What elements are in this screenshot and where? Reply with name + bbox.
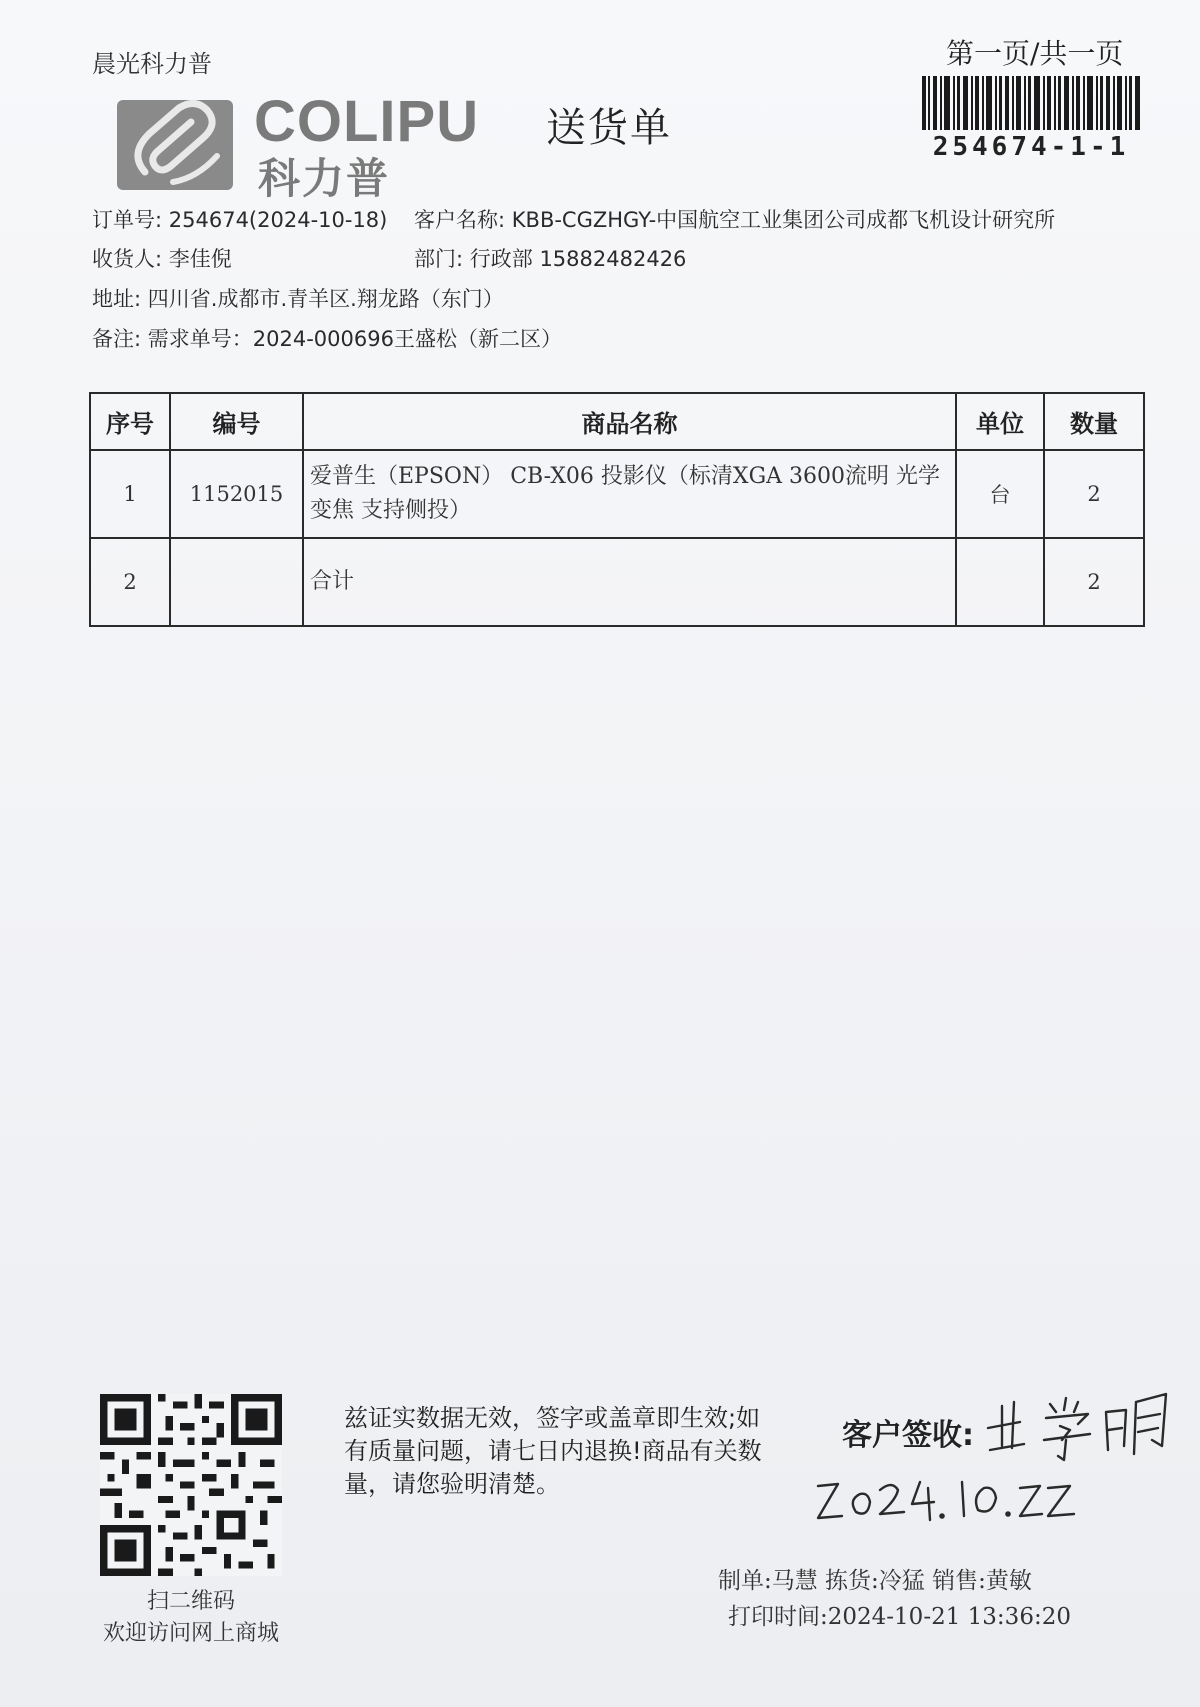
table-row bbox=[90, 450, 1144, 538]
colipu-logo-icon bbox=[115, 94, 235, 194]
qr-caption-scan: 扫二维码 bbox=[146, 1589, 235, 1614]
print-time: 打印时间:2024-10-21 13:36:20 bbox=[728, 1604, 1071, 1630]
items-table bbox=[89, 392, 1145, 627]
order-label: 订单号: bbox=[92, 208, 163, 232]
order-value: 254674(2024-10-18) bbox=[168, 208, 388, 232]
page-indicator: 第一页/共一页 bbox=[946, 37, 1124, 70]
header-unit: 单位 bbox=[956, 393, 1044, 450]
department-value: 行政部 15882482426 bbox=[469, 247, 687, 271]
customer-value: KBB-CGZHGY-中国航空工业集团公司成都飞机设计研究所 bbox=[511, 208, 1056, 232]
cell-unit: 台 bbox=[956, 450, 1044, 538]
brand-name-cn: 科力普 bbox=[258, 154, 391, 203]
address-row bbox=[92, 283, 504, 313]
cell-quantity: 2 bbox=[1044, 450, 1144, 538]
handwritten-date bbox=[812, 1468, 1092, 1528]
handwritten-signature bbox=[980, 1384, 1190, 1464]
remark-label: 备注: bbox=[92, 327, 142, 351]
cell-seq: 2 bbox=[90, 538, 170, 626]
barcode bbox=[922, 76, 1140, 130]
remark-value: 需求单号：2024-000696王盛松（新二区） bbox=[147, 327, 562, 351]
department-label: 部门: bbox=[414, 247, 464, 271]
order-number-row bbox=[92, 204, 387, 234]
table-header-row bbox=[90, 393, 1144, 450]
header-seq: 序号 bbox=[90, 393, 170, 450]
cell-code: 1152015 bbox=[170, 450, 303, 538]
header-product-name: 商品名称 bbox=[303, 393, 956, 450]
barcode-number: 254674-1-1 bbox=[932, 132, 1130, 162]
receiver-row bbox=[92, 243, 232, 273]
cell-seq: 1 bbox=[90, 450, 170, 538]
qr-code bbox=[100, 1394, 282, 1576]
address-value: 四川省.成都市.青羊区.翔龙路（东门） bbox=[147, 287, 504, 311]
brand-name-en: COLIPU bbox=[254, 89, 480, 154]
cell-quantity: 2 bbox=[1044, 538, 1144, 626]
department-row bbox=[414, 243, 686, 273]
receiver-label: 收货人: bbox=[92, 247, 163, 271]
document-title: 送货单 bbox=[546, 105, 672, 151]
cell-code bbox=[170, 538, 303, 626]
table-row bbox=[90, 538, 1144, 626]
customer-row bbox=[414, 204, 1055, 234]
company-name: 晨光科力普 bbox=[92, 50, 212, 78]
qr-caption-welcome: 欢迎访问网上商城 bbox=[102, 1621, 279, 1646]
receiver-value: 李佳倪 bbox=[168, 247, 232, 271]
address-label: 地址: bbox=[92, 287, 142, 311]
staff-info: 制单:马慧 拣货:冷猛 销售:黄敏 bbox=[718, 1568, 1032, 1594]
validity-notice: 兹证实数据无效，签字或盖章即生效;如有质量问题，请七日内退换!商品有关数量，请您验明清楚。 bbox=[344, 1404, 762, 1498]
signature-label: 客户签收: bbox=[842, 1418, 974, 1453]
header-quantity: 数量 bbox=[1044, 393, 1144, 450]
remark-row bbox=[92, 323, 562, 353]
customer-label: 客户名称: bbox=[414, 208, 506, 232]
cell-product-name: 爱普生（EPSON） CB-X06 投影仪（标清XGA 3600流明 光学变焦 支持侧投） bbox=[303, 450, 956, 538]
header-code: 编号 bbox=[170, 393, 303, 450]
cell-unit bbox=[956, 538, 1044, 626]
cell-product-name: 合计 bbox=[303, 538, 956, 626]
